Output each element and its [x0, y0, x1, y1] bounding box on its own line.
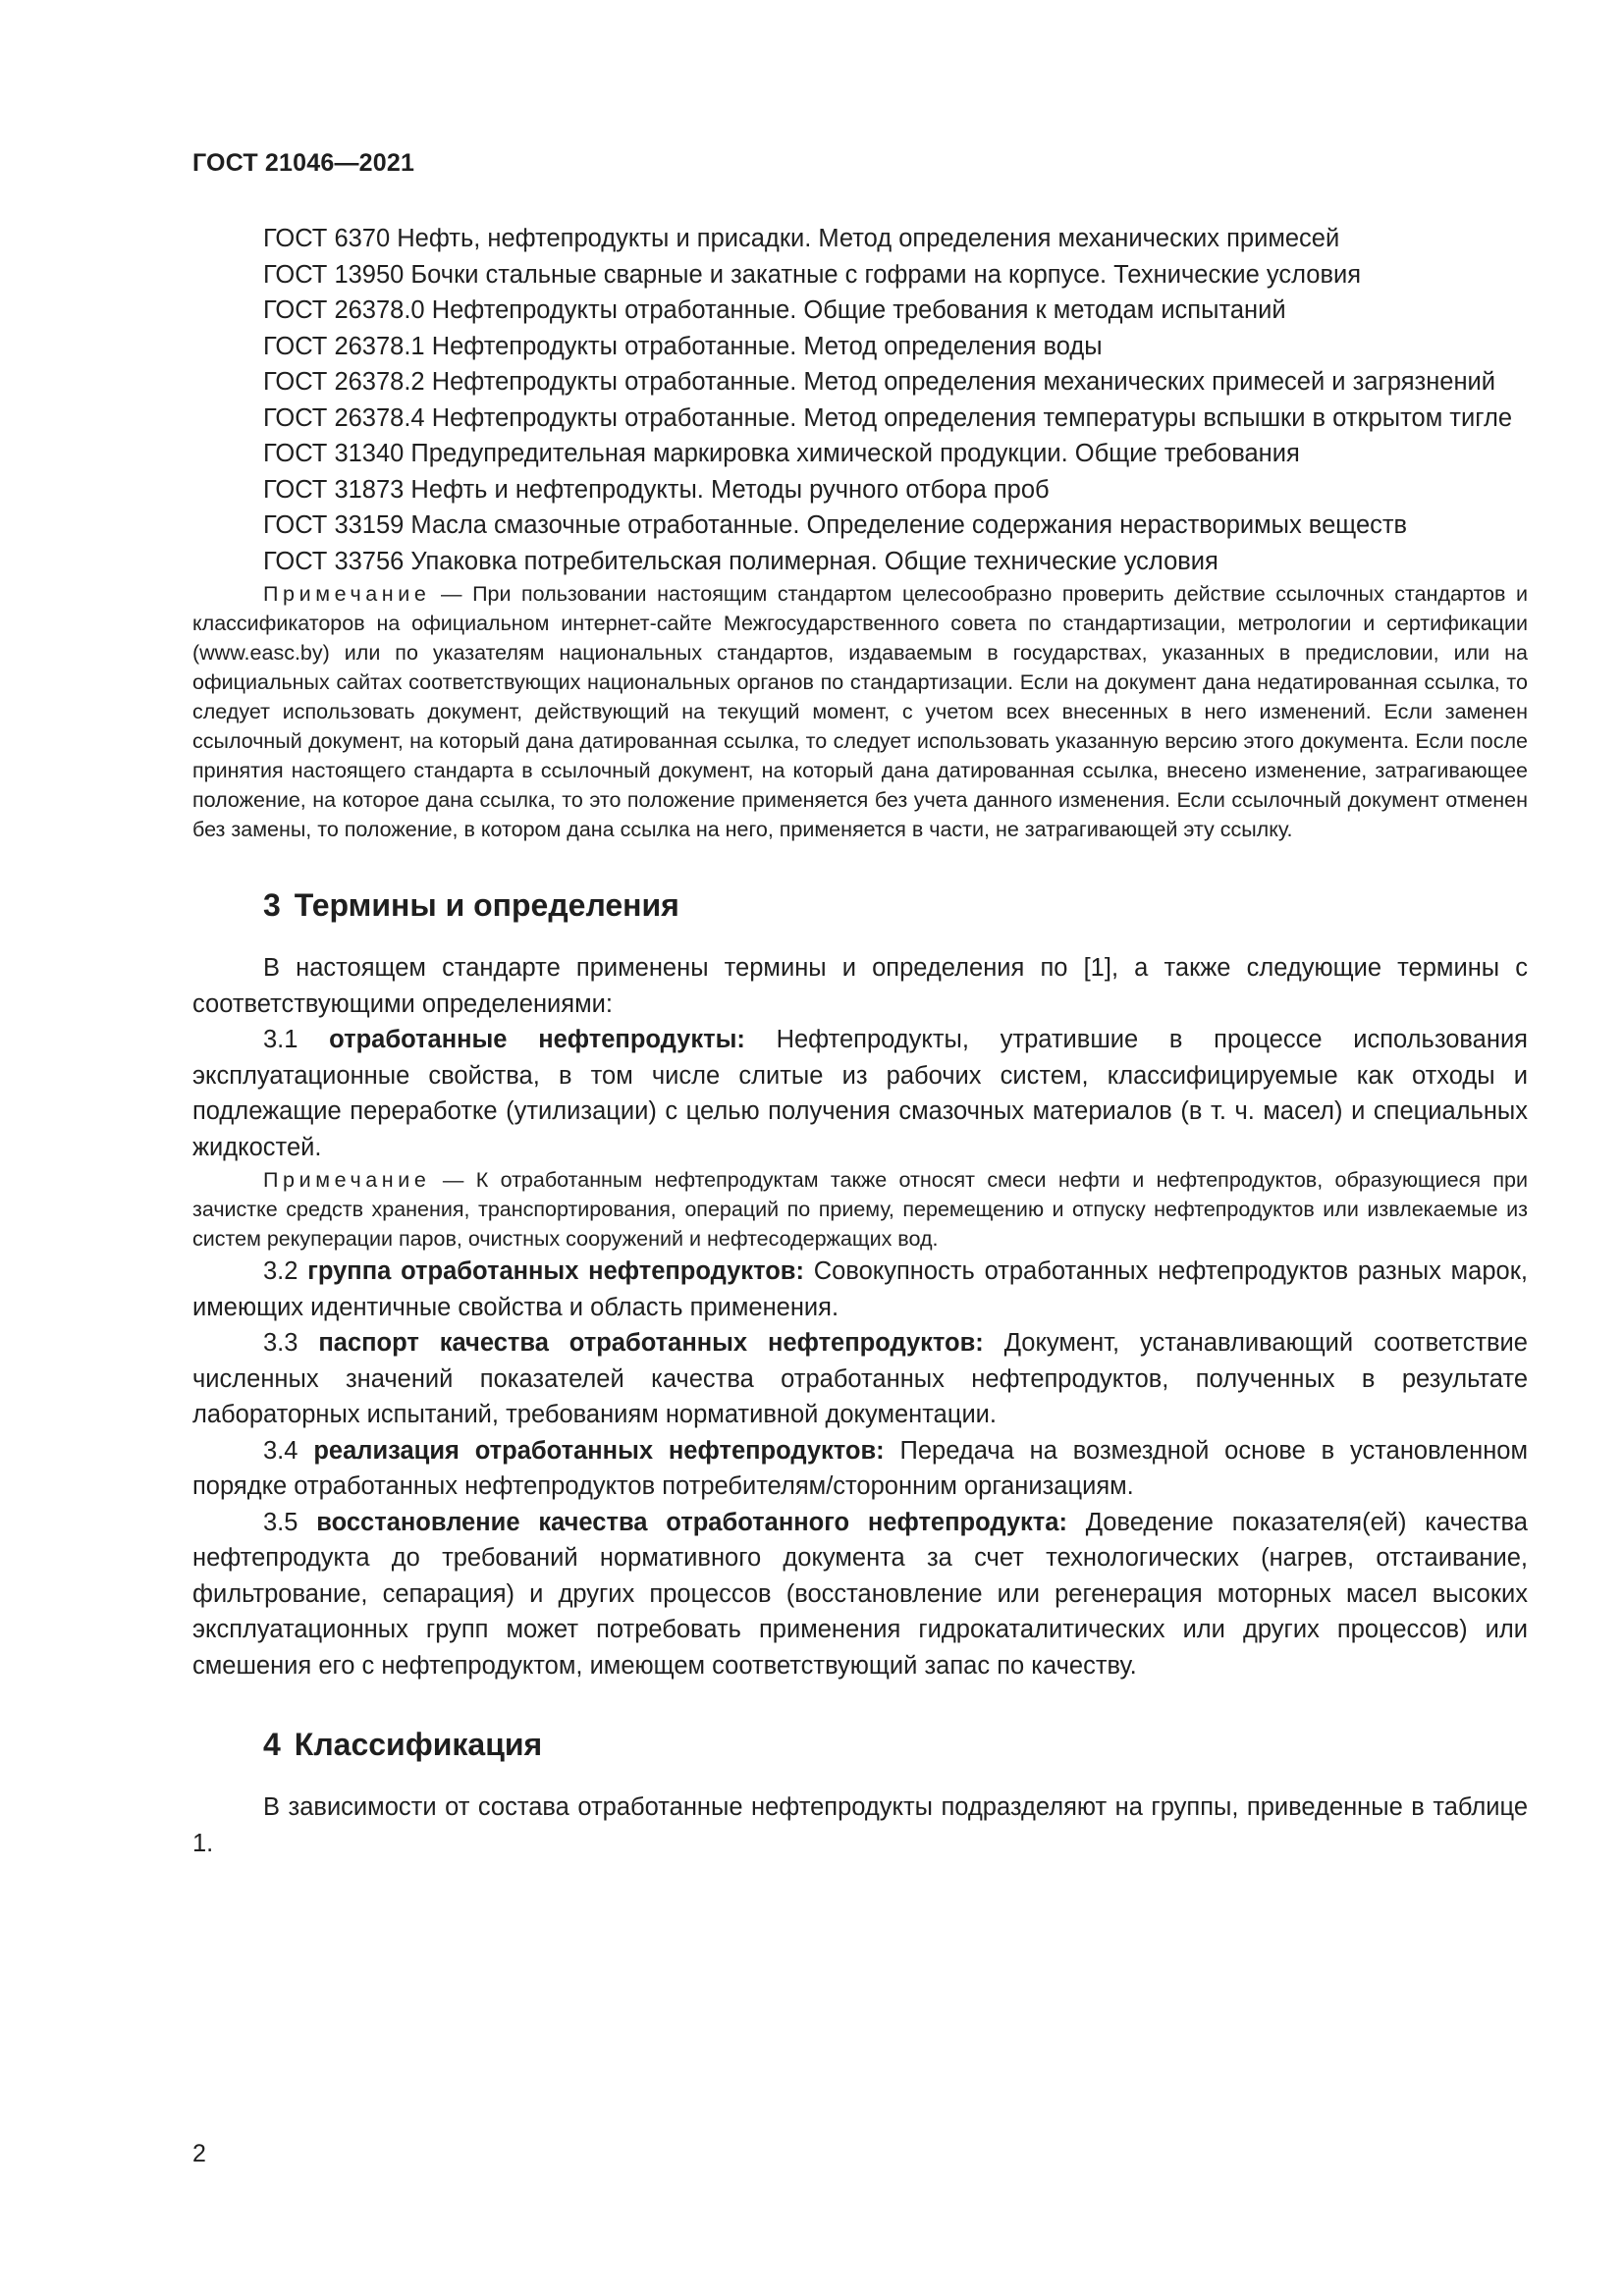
term-name: восстановление качества отработанного нефтепродукта: [316, 1508, 1067, 1536]
term-name: реализация отработанных нефтепродуктов: [313, 1436, 885, 1465]
reference-item: ГОСТ 13950 Бочки стальные сварные и закатные с гофрами на корпусе. Технические условия [263, 260, 1362, 289]
term-number: 3.4 [263, 1436, 298, 1465]
term-text: Доведение показателя(ей) качества нефтепродукта до требований нормативного документа за счет технологических (нагрев, отстаивание, фильтрование, сепарация) и других процессов (восстановление или регенерация моторных масел высоких эксплуатационных групп может потребовать применения гидрокаталитических или других процессов) или смешения его с нефтепродуктом, имеющем соответствующий запас по качеству. [192, 1508, 1528, 1680]
term-number: 3.2 [263, 1257, 298, 1285]
term-number: 3.5 [263, 1508, 298, 1536]
section-3-body [192, 950, 1528, 1683]
note-label: Примечание [263, 582, 431, 606]
references-note [192, 579, 1528, 844]
section-number: 4 [263, 1727, 281, 1762]
term-text: Документ, устанавливающий соответствие численных значений показателей качества отработанных нефтепродуктов, полученных в результате лабораторных испытаний, требованиям нормативной документации. [192, 1329, 1528, 1428]
term-name: группа отработанных нефтепродуктов: [307, 1257, 804, 1285]
normative-references-list [192, 221, 1528, 579]
note-text: — При пользовании настоящим стандартом целесообразно проверить действие ссылочных стандартов и классификаторов на официальном интернет-сайте Межгосударственного совета по стандартизации, метрологии и сертификации (www.easc.by) или по указателям национальных стандартов, издаваемым в государствах, указанных в предисловии, или на официальных сайтах соответствующих национальных органов по стандартизации. Если на документ дана недатированная ссылка, то следует использовать документ, действующий на текущий момент, с учетом всех внесенных в него изменений. Если заменен ссылочный документ, на который дана датированная ссылка, то следует использовать указанную версию этого документа. Если после принятия настоящего стандарта в ссылочный документ, на который дана датированная ссылка, внесено изменение, затрагивающее положение, на которое дана ссылка, то это положение применяется без учета данного изменения. Если ссылочный документ отменен без замены, то положение, в котором дана ссылка на него, применяется в части, не затрагивающей эту ссылку. [192, 582, 1528, 841]
section-4-text: В зависимости от состава отработанные нефтепродукты подразделяют на группы, приведенные в таблице 1. [192, 1793, 1528, 1857]
term-text: Передача на возмездной основе в установленном порядке отработанных нефтепродуктов потребителям/сторонним организациям. [192, 1436, 1528, 1500]
term-number: 3.3 [263, 1329, 298, 1357]
section-title: Термины и определения [294, 887, 679, 923]
section-3-heading [263, 885, 1528, 925]
reference-item: ГОСТ 26378.4 Нефтепродукты отработанные. Метод определения температуры вспышки в открытом тигле [263, 403, 1513, 432]
term-text: Нефтепродукты, утратившие в процессе использования эксплуатационные свойства, в том числе слитые из рабочих систем, классифицируемые как отходы и подлежащие переработке (утилизации) с целью получения смазочных материалов (в т. ч. масел) и специальных жидкостей. [192, 1026, 1528, 1161]
term-name: паспорт качества отработанных нефтепродуктов: [318, 1329, 984, 1357]
note-label: Примечание [263, 1168, 431, 1192]
note-text: — К отработанным нефтепродуктам также относят смеси нефти и нефтепродуктов, образующиеся при зачистке средств хранения, транспортирования, операций по приему, перемещению и отпуску нефтепродуктов или извлекаемые из систем рекуперации паров, очистных сооружений и нефтесодержащих вод. [192, 1168, 1528, 1251]
reference-item: ГОСТ 26378.2 Нефтепродукты отработанные. Метод определения механических примесей и загрязнений [263, 368, 1496, 396]
term-definition [192, 1433, 1528, 1505]
document-header: ГОСТ 21046—2021 [192, 149, 415, 177]
reference-item: ГОСТ 33756 Упаковка потребительская полимерная. Общие технические условия [263, 547, 1218, 575]
section-4-heading [263, 1725, 1528, 1764]
reference-item: ГОСТ 26378.0 Нефтепродукты отработанные. Общие требования к методам испытаний [263, 296, 1286, 324]
term-definition [192, 1505, 1528, 1684]
reference-item: ГОСТ 31873 Нефть и нефтепродукты. Методы ручного отбора проб [263, 475, 1050, 504]
document-body [192, 221, 1528, 1861]
term-definition [192, 1022, 1528, 1165]
term-name: отработанные нефтепродукты: [329, 1026, 745, 1053]
term-text: Совокупность отработанных нефтепродуктов разных марок, имеющих идентичные свойства и область применения. [192, 1257, 1528, 1321]
reference-item: ГОСТ 31340 Предупредительная маркировка химической продукции. Общие требования [263, 440, 1300, 467]
reference-item: ГОСТ 33159 Масла смазочные отработанные. Определение содержания нерастворимых веществ [263, 511, 1408, 539]
reference-item: ГОСТ 26378.1 Нефтепродукты отработанные. Метод определения воды [263, 332, 1103, 360]
term-definition [192, 1325, 1528, 1433]
section-number: 3 [263, 887, 281, 923]
term-definition [192, 1254, 1528, 1325]
term-number: 3.1 [263, 1026, 298, 1053]
section-title: Классификация [294, 1727, 543, 1762]
section-intro: В настоящем стандарте применены термины и определения по [1], а также следующие термины с соответствующими определениями: [192, 954, 1528, 1018]
reference-item: ГОСТ 6370 Нефть, нефтепродукты и присадки. Метод определения механических примесей [263, 225, 1340, 252]
page-number: 2 [192, 2140, 206, 2167]
term-note [192, 1165, 1528, 1254]
